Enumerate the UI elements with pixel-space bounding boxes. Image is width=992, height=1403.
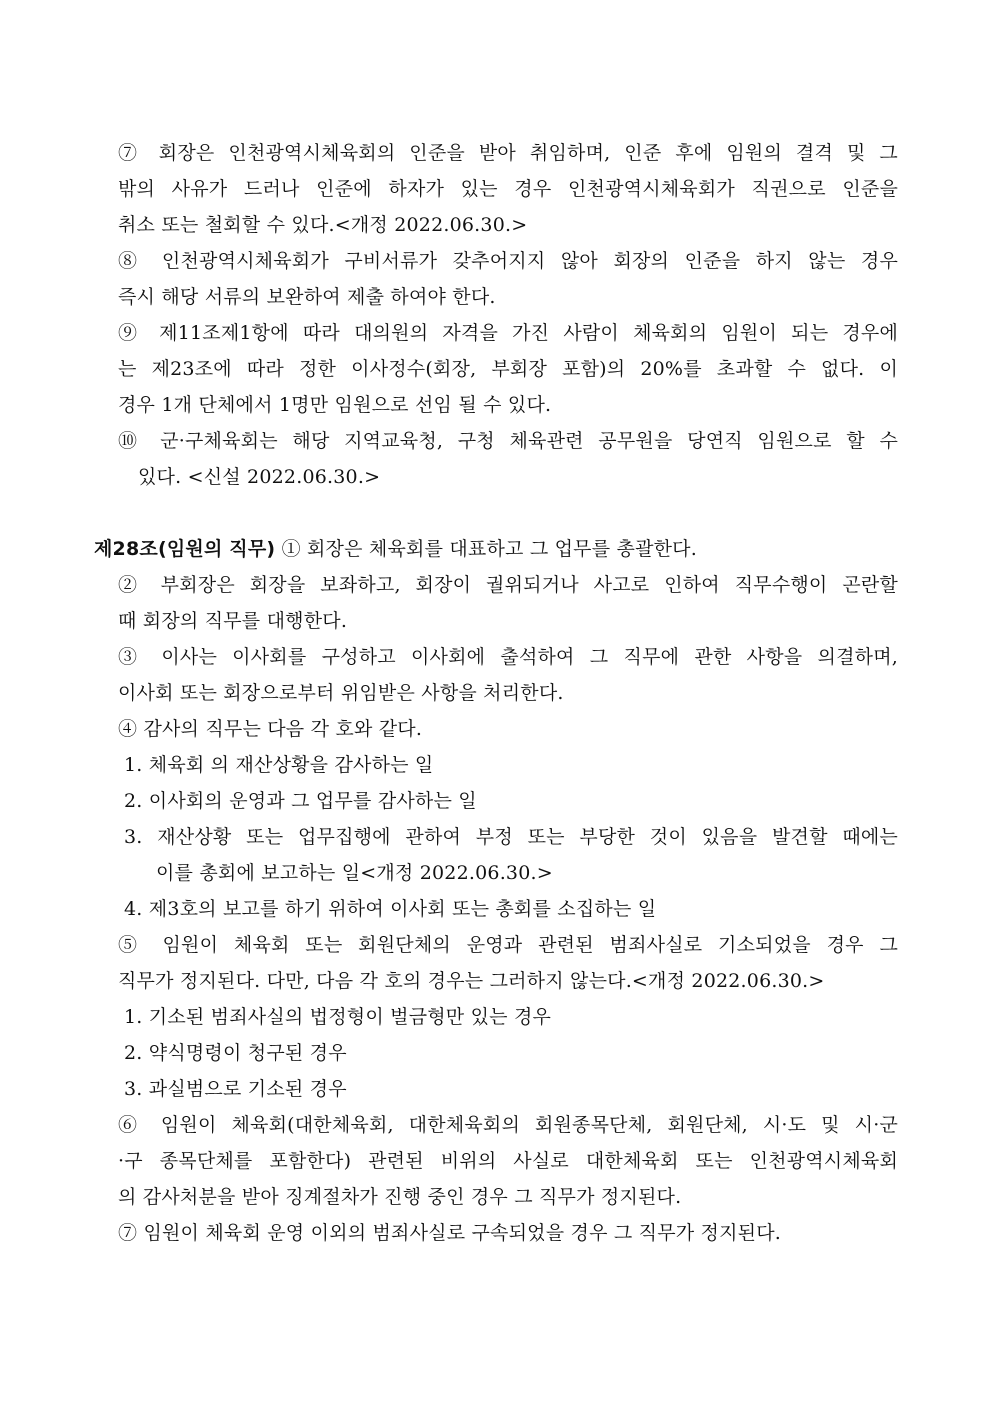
list-item: 3. 재산상황 또는 업무집행에 관하여 부정 또는 부당한 것이 있음을 발견할 때에는 <box>124 826 898 848</box>
paragraph-line: ⑩ 군·구체육회는 해당 지역교육청, 구청 체육관련 공무원을 당연직 임원으로 할 수 <box>118 430 898 452</box>
paragraph-line: ⑦ 임원이 체육회 운영 이외의 범죄사실로 구속되었을 경우 그 직무가 정지된다. <box>118 1222 782 1244</box>
paragraph-line: ⑨ 제11조제1항에 따라 대의원의 자격을 가진 사람이 체육회의 임원이 되는 경우에 <box>118 322 898 344</box>
paragraph-line: ⑧ 인천광역시체육회가 구비서류가 갖추어지지 않아 회장의 인준을 하지 않는 경우 <box>118 250 898 272</box>
paragraph-line: ⑥ 임원이 체육회(대한체육회, 대한체육회의 회원종목단체, 회원단체, 시·도 및 시·군 <box>118 1114 898 1136</box>
list-item: 1. 체육회 의 재산상황을 감사하는 일 <box>124 754 434 776</box>
paragraph-line: ④ 감사의 직무는 다음 각 호와 같다. <box>118 718 423 740</box>
paragraph-line: ⑦ 회장은 인천광역시체육회의 인준을 받아 취임하며, 인준 후에 임원의 결격 및 그 <box>118 142 898 164</box>
paragraph-line: 직무가 정지된다. 다만, 다음 각 호의 경우는 그러하지 않는다.<개정 2022.06.30.> <box>118 970 825 992</box>
list-item: 2. 이사회의 운영과 그 업무를 감사하는 일 <box>124 790 477 812</box>
paragraph-line: 의 감사처분을 받아 징계절차가 진행 중인 경우 그 직무가 정지된다. <box>118 1186 682 1208</box>
paragraph-line: ③ 이사는 이사회를 구성하고 이사회에 출석하여 그 직무에 관한 사항을 의결하며, <box>118 646 898 668</box>
paragraph-line: 경우 1개 단체에서 1명만 임원으로 선임 될 수 있다. <box>118 394 552 416</box>
paragraph-line: 는 제23조에 따라 정한 이사정수(회장, 부회장 포함)의 20%를 초과할 수 없다. 이 <box>118 358 898 380</box>
paragraph-line: 밖의 사유가 드러나 인준에 하자가 있는 경우 인천광역시체육회가 직권으로 인준을 <box>118 178 898 200</box>
list-item: 1. 기소된 범죄사실의 법정형이 벌금형만 있는 경우 <box>124 1006 552 1028</box>
paragraph-line: 때 회장의 직무를 대행한다. <box>118 610 348 632</box>
paragraph-line: 취소 또는 철회할 수 있다.<개정 2022.06.30.> <box>118 214 528 236</box>
list-item-continuation: 이를 총회에 보고하는 일<개정 2022.06.30.> <box>156 862 553 884</box>
paragraph-line: 즉시 해당 서류의 보완하여 제출 하여야 한다. <box>118 286 496 308</box>
paragraph-line: 있다. <신설 2022.06.30.> <box>138 466 381 488</box>
article-28-first-line <box>94 536 697 562</box>
list-item: 2. 약식명령이 청구된 경우 <box>124 1042 347 1064</box>
article-clause: ① 회장은 체육회를 대표하고 그 업무를 총괄한다. <box>281 538 697 560</box>
paragraph-line: ② 부회장은 회장을 보좌하고, 회장이 궐위되거나 사고로 인하여 직무수행이 곤란할 <box>118 574 898 596</box>
paragraph-line: 이사회 또는 회장으로부터 위임받은 사항을 처리한다. <box>118 682 564 704</box>
list-item: 4. 제3호의 보고를 하기 위하여 이사회 또는 총회를 소집하는 일 <box>124 898 657 920</box>
paragraph-line: ⑤ 임원이 체육회 또는 회원단체의 운영과 관련된 범죄사실로 기소되었을 경우 그 <box>118 934 898 956</box>
list-item: 3. 과실범으로 기소된 경우 <box>124 1078 347 1100</box>
paragraph-line: ·구 종목단체를 포함한다) 관련된 비위의 사실로 대한체육회 또는 인천광역시체육회 <box>118 1150 898 1172</box>
article-heading: 제28조(임원의 직무) <box>94 538 276 560</box>
